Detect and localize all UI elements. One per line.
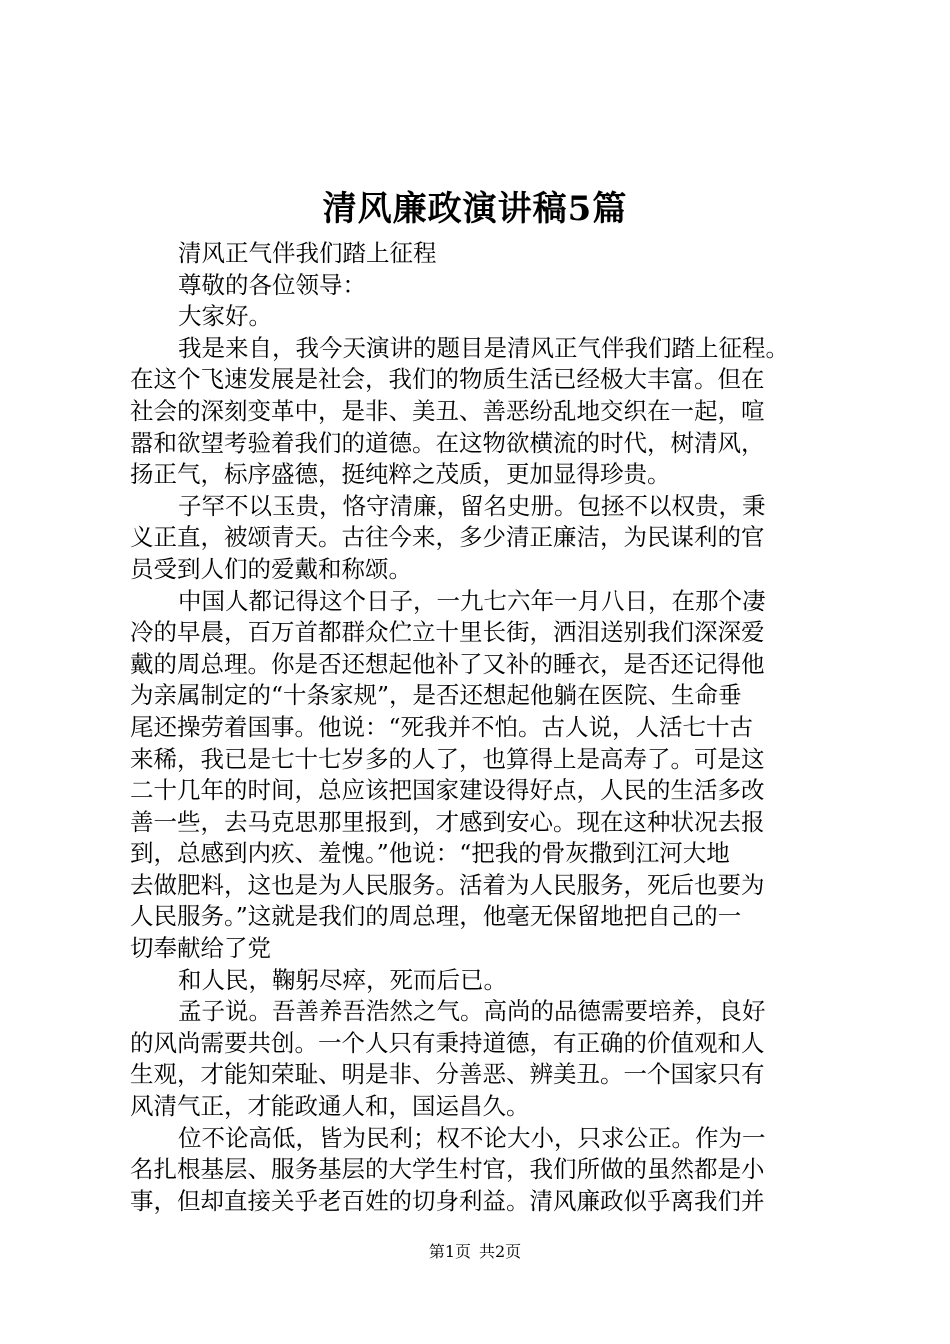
text-line: 和人民，鞠躬尽瘁，死而后已。 [178,965,507,994]
text-line: 社会的深刻变革中，是非、美丑、善恶纷乱地交织在一起，喧 [130,396,765,425]
text-line: 大家好。 [178,302,272,331]
text-line: 来稀，我已是七十七岁多的人了，也算得上是高寿了。可是这 [130,744,765,773]
page-number: 第1页 [428,1242,471,1261]
text-line: 风清气正，才能政通人和，国运昌久。 [130,1092,530,1121]
text-line: 名扎根基层、服务基层的大学生村官，我们所做的虽然都是小 [130,1155,765,1184]
page-footer [0,1240,950,1264]
text-line: 善一些，去马克思那里报到，才感到安心。现在这种状况去报 [130,807,765,836]
text-line: 事，但却直接关乎老百姓的切身利益。清风廉政似乎离我们并 [130,1186,765,1215]
text-line: 尊敬的各位领导： [178,270,366,299]
text-line: 尾还操劳着国事。他说：“死我并不怕。古人说，人活七十古 [130,712,754,741]
document-body [130,238,835,1217]
text-line: 孟子说。吾善养吾浩然之气。高尚的品德需要培养，良好 [178,997,766,1026]
text-line: 切奉献给了党 [130,934,271,963]
text-line: 二十几年的时间，总应该把国家建设得好点，人民的生活多改 [130,776,765,805]
text-line: 扬正气，标序盛德，挺纯粹之茂质，更加显得珍贵。 [130,460,671,489]
text-line: 中国人都记得这个日子，一九七六年一月八日，在那个凄 [178,586,766,615]
text-line: 我是来自，我今天演讲的题目是清风正气伴我们踏上征程。 [178,333,789,362]
text-line: 的风尚需要共创。一个人只有秉持道德，有正确的价值观和人 [130,1028,765,1057]
text-line: 为亲属制定的“十条家规”，是否还想起他躺在医院、生命垂 [130,681,742,710]
text-line: 嚣和欲望考验着我们的道德。在这物欲横流的时代，树清风， [130,428,765,457]
text-line: 位不论高低，皆为民利；权不论大小，只求公正。作为一 [178,1123,766,1152]
text-line: 员受到人们的爱戴和称颂。 [130,554,412,583]
page-total: 共2页 [479,1242,522,1261]
text-line: 到，总感到内疚、羞愧。”他说：“把我的骨灰撒到江河大地 [130,839,730,868]
text-line: 戴的周总理。你是否还想起他补了又补的睡衣，是否还记得他 [130,649,765,678]
text-line: 子罕不以玉贵，恪守清廉，留名史册。包拯不以权贵，秉 [178,491,766,520]
text-line: 去做肥料，这也是为人民服务。活着为人民服务，死后也要为 [130,870,765,899]
text-line: 在这个飞速发展是社会，我们的物质生活已经极大丰富。但在 [130,365,765,394]
text-line: 清风正气伴我们踏上征程 [178,239,437,267]
text-line: 义正直，被颂青天。古往今来，多少清正廉洁，为民谋利的官 [130,523,765,552]
text-line: 人民服务。”这就是我们的周总理，他毫无保留地把自己的一 [130,902,742,931]
text-line: 冷的早晨，百万首都群众伫立十里长街，洒泪送别我们深深爱 [130,618,765,647]
document-title: 清风廉政演讲稿5篇 [322,189,628,229]
text-line: 生观，才能知荣耻、明是非、分善恶、辨美丑。一个国家只有 [130,1060,765,1089]
